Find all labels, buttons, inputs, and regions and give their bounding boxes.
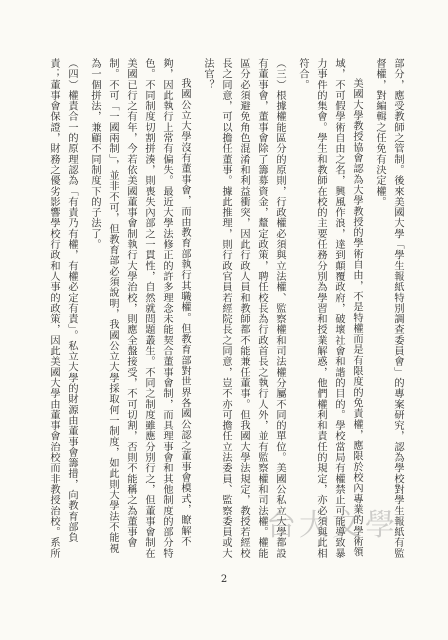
paragraph-4: 我國公立大學沒有董事會，而由教育部執行其職權。但教育部對世界各國公認之董事會模式，瞭解不夠，因此執行上常有偏失。最近大學法修正的許多理念未能契合董事會制，而具理事會和其他制度的部分特色。不同制度切割拼湊，則喪失內部之一貫性，自然就問題叢生。不同之制度雖應分別行之，但董事會制在美國已行之有年，今若依美國董事會制執行大學治校，則應全盤接受，不可切割，否則不能稱之為董事會制。不可「一國兩制」，並非不可，但教育部必須說明，我國公立大學採取何一制度，如此則大學法不能視為一個拼法，兼顧不同制度下的子法了。 bbox=[89, 58, 190, 559]
paragraph-3: （三）根據權能區分的原則，行政權必須與立法權、監察權和司法權分屬不同的單位。美國公私立大學都設有董事會，董事會除了籌募資金，釐定政策，聘任校長為行政首長之執行人外，並有監察權和司法權。權能區分必須避免角色混淆和利益衝突，因此行政人員和教師都不能兼任董事。但我國大學法規定，教授若經校長之同意，可以擔任董事。據此推理，則行政官員若經院長之同意，豈不亦可擔任立法委員、監察委員或大法官？ bbox=[202, 58, 285, 559]
paragraph-2: 美國大學教授協會認為大學教授的學術自由，不是特權而是有限度的免責權，應限於校內專業的學術領域，不可假學術自由之名，興風作浪，達到顛覆政府，破壞社會和諧的目的。學校當局有權禁止可能導致暴力事件的集會。學生和教師在校的主要任務分別為學習和授業解惑，他們權利和責任的規定，亦必須與此相符合。 bbox=[297, 58, 362, 559]
paragraph-5: （四）權責合一的原理認為「有責乃有權，有權必定有責」。私立大學的財源由董事會籌措，向教育部負責；董事會保證，財務之優劣影響學校行政和人事的政策，因此美國大學由董事會治校而非教授治校。系所 bbox=[48, 58, 77, 559]
paragraph-1: 部分，應受教師之管制。後來美國大學「學生報紙特別調查委員會」的專案研究，認為學校對學生報紙有監督權，對編輯之任免有決定權。 bbox=[374, 58, 403, 559]
watermark-stamp: 台大文學 bbox=[266, 508, 398, 543]
body-text bbox=[48, 58, 406, 562]
page-number: 2 bbox=[220, 574, 228, 585]
